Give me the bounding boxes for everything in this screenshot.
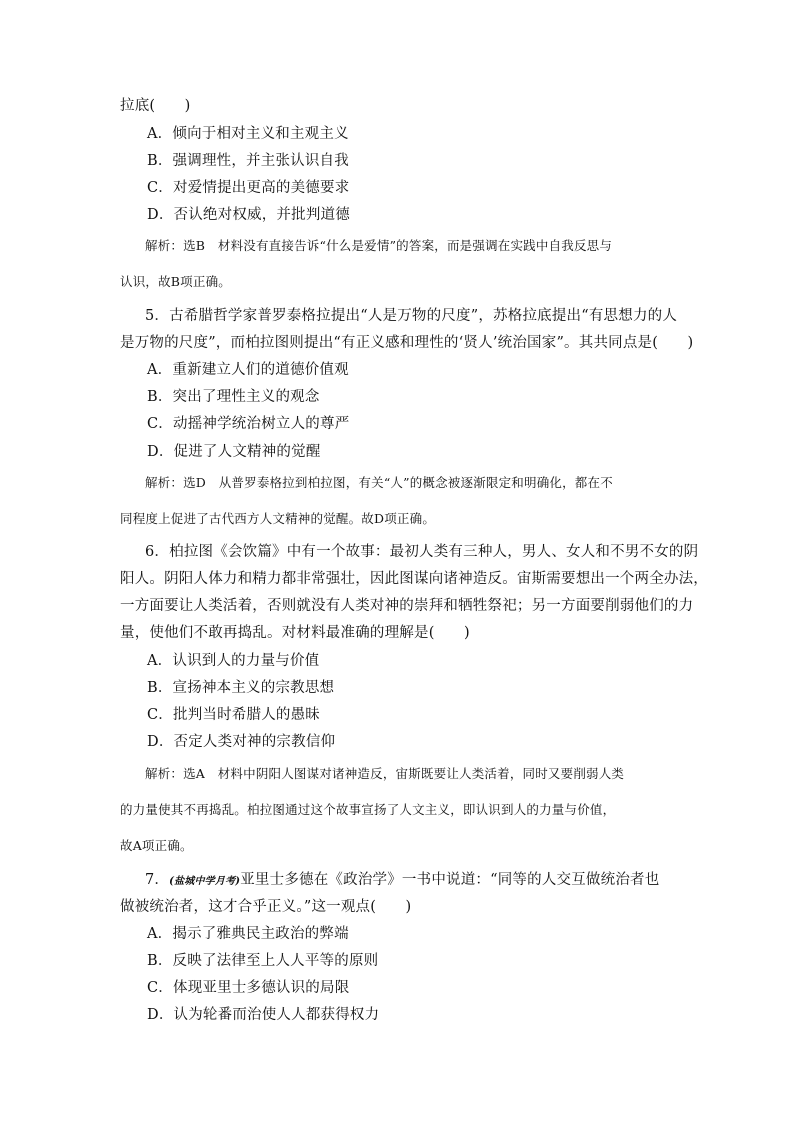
q4-analysis-line-2: 认识，故B项正确。 (120, 274, 231, 289)
q7-option-a: A．揭示了雅典民主政治的弊端 (147, 926, 349, 942)
q5-stem-line-1: 5．古希腊哲学家普罗泰格拉提出“人是万物的尺度”，苏格拉底提出“有思想力的人 (145, 308, 678, 324)
q6-option-d: D．否定人类对神的宗教信仰 (147, 734, 336, 750)
q6-stem-line-3: 一方面要让人类活着，否则就没有人类对神的崇拜和牺牲祭祀；另一方面要削弱他们的力 (120, 598, 694, 614)
q5-option-b: B．突出了理性主义的观念 (147, 389, 320, 405)
q6-option-c: C．批判当时希腊人的愚昧 (147, 707, 320, 723)
q4-option-a: A．倾向于相对主义和主观主义 (147, 126, 349, 142)
q4-option-b: B．强调理性，并主张认识自我 (147, 153, 349, 169)
q7-option-d: D．认为轮番而治使人人都获得权力 (147, 1007, 380, 1023)
q4-analysis-line-1: 解析：选B 材料没有直接告诉“什么是爱情”的答案，而是强调在实践中自我反思与 (145, 238, 613, 253)
q5-option-c: C．动摇神学统治树立人的尊严 (147, 416, 350, 432)
q6-analysis-line-2: 的力量使其不再捣乱。柏拉图通过这个故事宣扬了人文主义，即认识到人的力量与价值， (120, 802, 616, 817)
q7-stem-text: 亚里士多德在《政治学》一书中说道：“同等的人交互做统治者也 (240, 872, 660, 888)
q6-stem-line-2: 阳人。阴阳人体力和精力都非常强壮，因此图谋向诸神造反。宙斯需要想出一个两全办法， (120, 571, 708, 587)
q6-option-a: A．认识到人的力量与价值 (147, 653, 320, 669)
q7-stem-line-1 (145, 870, 705, 892)
q7-source-tag: (盐城中学月考) (169, 876, 241, 887)
q6-stem-line-4: 量，使他们不敢再捣乱。对材料最准确的理解是( ) (120, 625, 470, 641)
q5-option-d: D．促进了人文精神的觉醒 (147, 444, 321, 460)
q5-stem-line-2: 是万物的尺度”，而柏拉图则提出“有正义感和理性的‘贤人’统治国家”。其共同点是( ) (120, 335, 694, 351)
q4-option-d: D．否认绝对权威，并批判道德 (147, 207, 350, 223)
q6-stem-line-1: 6．柏拉图《会饮篇》中有一个故事：最初人类有三种人，男人、女人和不男不女的阴 (145, 544, 699, 560)
q5-analysis-line-1: 解析：选D 从普罗泰格拉到柏拉图，有关“人”的概念被逐渐限定和明确化，都在不 (145, 475, 613, 490)
q6-analysis-line-1: 解析：选A 材料中阴阳人图谋对诸神造反，宙斯既要让人类活着，同时又要削弱人类 (145, 766, 625, 781)
q7-number: 7． (145, 872, 170, 888)
q6-option-b: B．宣扬神本主义的宗教思想 (147, 680, 335, 696)
q7-option-c: C．体现亚里士多德认识的局限 (147, 980, 350, 996)
q4-option-c: C．对爱情提出更高的美德要求 (147, 180, 350, 196)
q4-stem-tail: 拉底( ) (120, 98, 191, 114)
q5-analysis-line-2: 同程度上促进了古代西方人文精神的觉醒。故D项正确。 (120, 511, 436, 526)
q6-analysis-line-3: 故A项正确。 (120, 838, 193, 853)
q7-option-b: B．反映了法律至上人人平等的原则 (147, 953, 379, 969)
q5-option-a: A．重新建立人们的道德价值观 (147, 362, 349, 378)
q7-stem-line-2: 做被统治者，这才合乎正义。”这一观点( ) (120, 899, 412, 915)
